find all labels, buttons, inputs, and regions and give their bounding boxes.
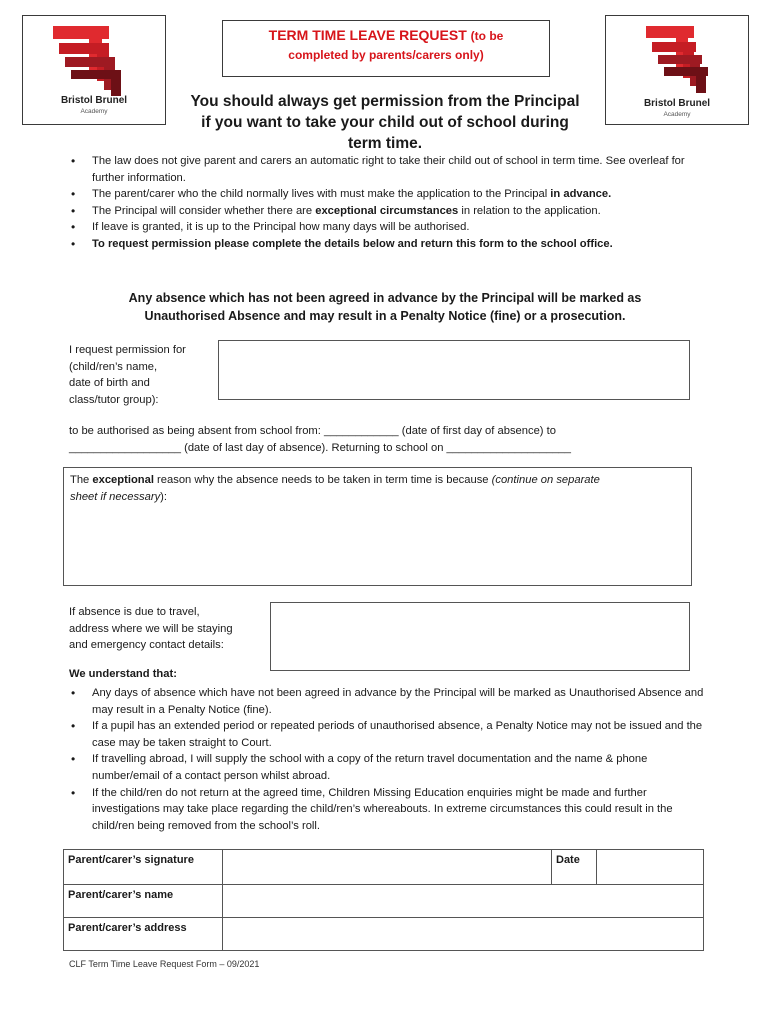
travel-details-field[interactable] (270, 602, 690, 671)
logo-subtitle: Academy (663, 111, 691, 118)
absence-dates-text: to be authorised as being absent from school from: ____________ (date of first day of absence) to __________________ (date of last day of absence). Returning to school on ____________________ (69, 425, 571, 454)
signature-label: Parent/carer’s signature (64, 850, 223, 885)
travel-label: If absence is due to travel, address where we will be staying and emergency contact details: (69, 606, 233, 651)
list-item: • The Principal will consider whether there are exceptional circumstances in relation to the application. (68, 203, 708, 220)
page-headline: You should always get permission from the Principal if you want to take your child out of school during term time. (190, 93, 580, 152)
intro-bullets (68, 153, 708, 253)
school-logo-left (22, 15, 166, 125)
logo-subtitle: Academy (80, 108, 108, 115)
list-item: • The law does not give parent and carers an automatic right to take their child out of school in term time. See overleaf for further information. (68, 153, 708, 186)
name-label: Parent/carer’s name (64, 885, 223, 918)
child-details-field[interactable] (218, 340, 690, 400)
list-item: • To request permission please complete the details below and return this form to the school office. (68, 236, 708, 253)
list-item: • If the child/ren do not return at the agreed time, Children Missing Education enquiries might be made and further investigations may take place regarding the child/ren’s whereabouts. In extreme circumstances this could result in the child/ren being removed from the school’s roll. (68, 785, 708, 835)
reason-label: The exceptional reason why the absence needs to be taken in term time is because (continue on separate sheet if necessary): (70, 474, 600, 503)
list-item: • If travelling abroad, I will supply the school with a copy of the return travel documentation and the name & phone number/email of a contact person whilst abroad. (68, 751, 708, 784)
reason-field[interactable] (63, 467, 692, 586)
list-item: • If a pupil has an extended period or repeated periods of unauthorised absence, a Penalty Notice may not be issued and the case may be taken straight to Court. (68, 718, 708, 751)
understand-list (68, 685, 708, 834)
signature-field[interactable] (223, 850, 552, 885)
list-item: • The parent/carer who the child normally lives with must make the application to the Principal in advance. (68, 186, 708, 203)
list-item: • Any days of absence which have not been agreed in advance by the Principal will be marked as Unauthorised Absence and may result in a Penalty Notice (fine). (68, 685, 708, 718)
date-label: Date (552, 850, 597, 885)
form-footer: CLF Term Time Leave Request Form – 09/2021 (69, 959, 260, 969)
absence-warning: Any absence which has not been agreed in advance by the Principal will be marked as Unauthorised Absence and may result in a Penalty Notice (fine) or a prosecution. (128, 291, 642, 323)
school-logo-right (605, 15, 749, 125)
address-field[interactable] (223, 918, 704, 951)
address-label: Parent/carer’s address (64, 918, 223, 951)
form-title-subline: completed by parents/carers only) (288, 48, 484, 62)
form-title: TERM TIME LEAVE REQUEST (to be (268, 27, 504, 43)
logo-name: Bristol Brunel (60, 95, 128, 106)
list-item: • If leave is granted, it is up to the Principal how many days will be authorised. (68, 219, 708, 236)
name-field[interactable] (223, 885, 704, 918)
date-field[interactable] (597, 850, 704, 885)
form-title-box (222, 20, 550, 77)
logo-name: Bristol Brunel (643, 98, 711, 109)
signature-table (63, 849, 704, 951)
request-label: I request permission for (child/ren’s name, date of birth and class/tutor group): (69, 344, 186, 406)
understand-heading: We understand that: (69, 668, 177, 680)
